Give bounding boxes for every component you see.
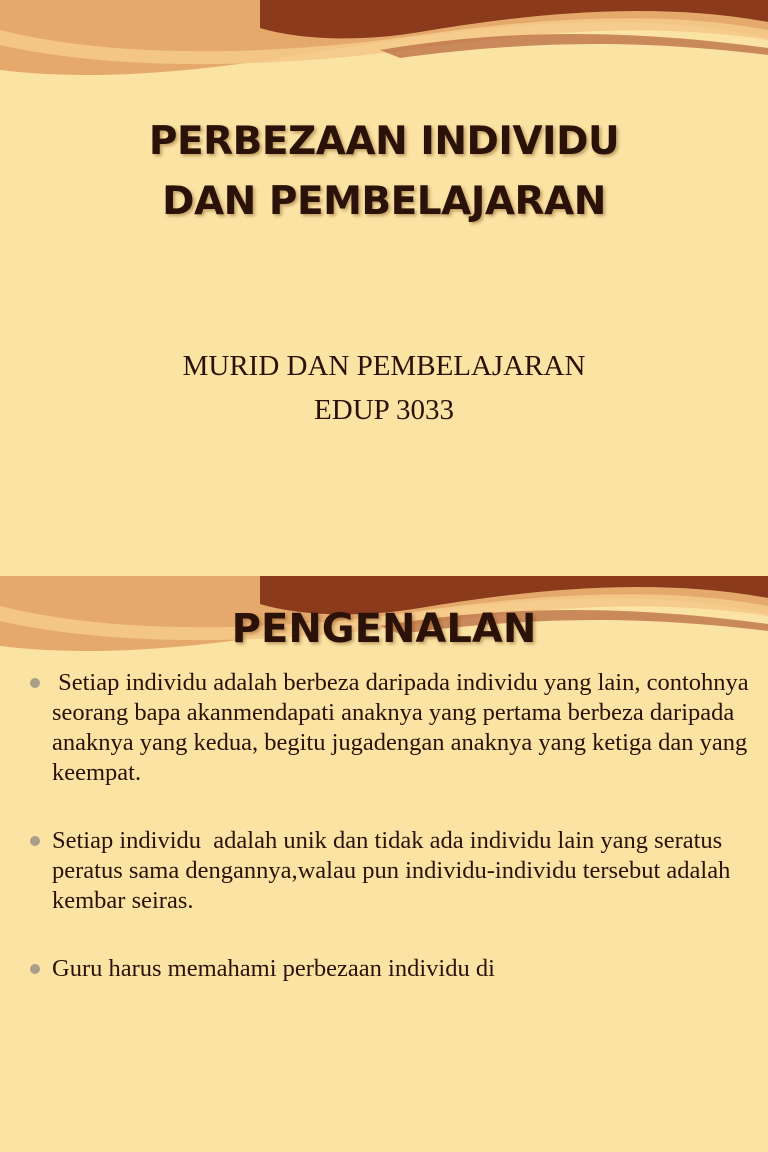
list-item xyxy=(30,954,750,984)
bullet-list xyxy=(30,668,755,1022)
slide-title xyxy=(0,112,768,232)
bullet-text: Guru harus memahami perbezaan individu di xyxy=(52,955,495,982)
bullet-dot-icon xyxy=(30,964,40,974)
bullet-text: Setiap individu adalah unik dan tidak ada individu lain yang seratus peratus sama dengannya,walau pun individu-individu tersebut adalah kembar seiras. xyxy=(52,827,737,914)
list-item xyxy=(30,826,750,916)
list-item xyxy=(30,668,755,788)
title-line-2: DAN PEMBELAJARAN xyxy=(162,179,606,224)
subtitle-line-1: MURID DAN PEMBELAJARAN xyxy=(182,350,586,382)
bullet-dot-icon xyxy=(30,678,40,688)
bullet-dot-icon xyxy=(30,836,40,846)
decorative-swoosh xyxy=(0,0,768,110)
slide-2 xyxy=(0,576,768,1152)
slide-title: PENGENALAN xyxy=(231,606,537,652)
bullet-text: Setiap individu adalah berbeza daripada individu yang lain, contohnya seorang bapa akanmendapati anaknya yang pertama berbeza daripada anaknya yang kedua, begitu jugadengan anaknya yang ketiga dan yang keempat. xyxy=(52,669,755,786)
subtitle-line-2: EDUP 3033 xyxy=(314,394,454,426)
title-line-1: PERBEZAAN INDIVIDU xyxy=(148,119,620,164)
slide-subtitle xyxy=(0,344,768,432)
